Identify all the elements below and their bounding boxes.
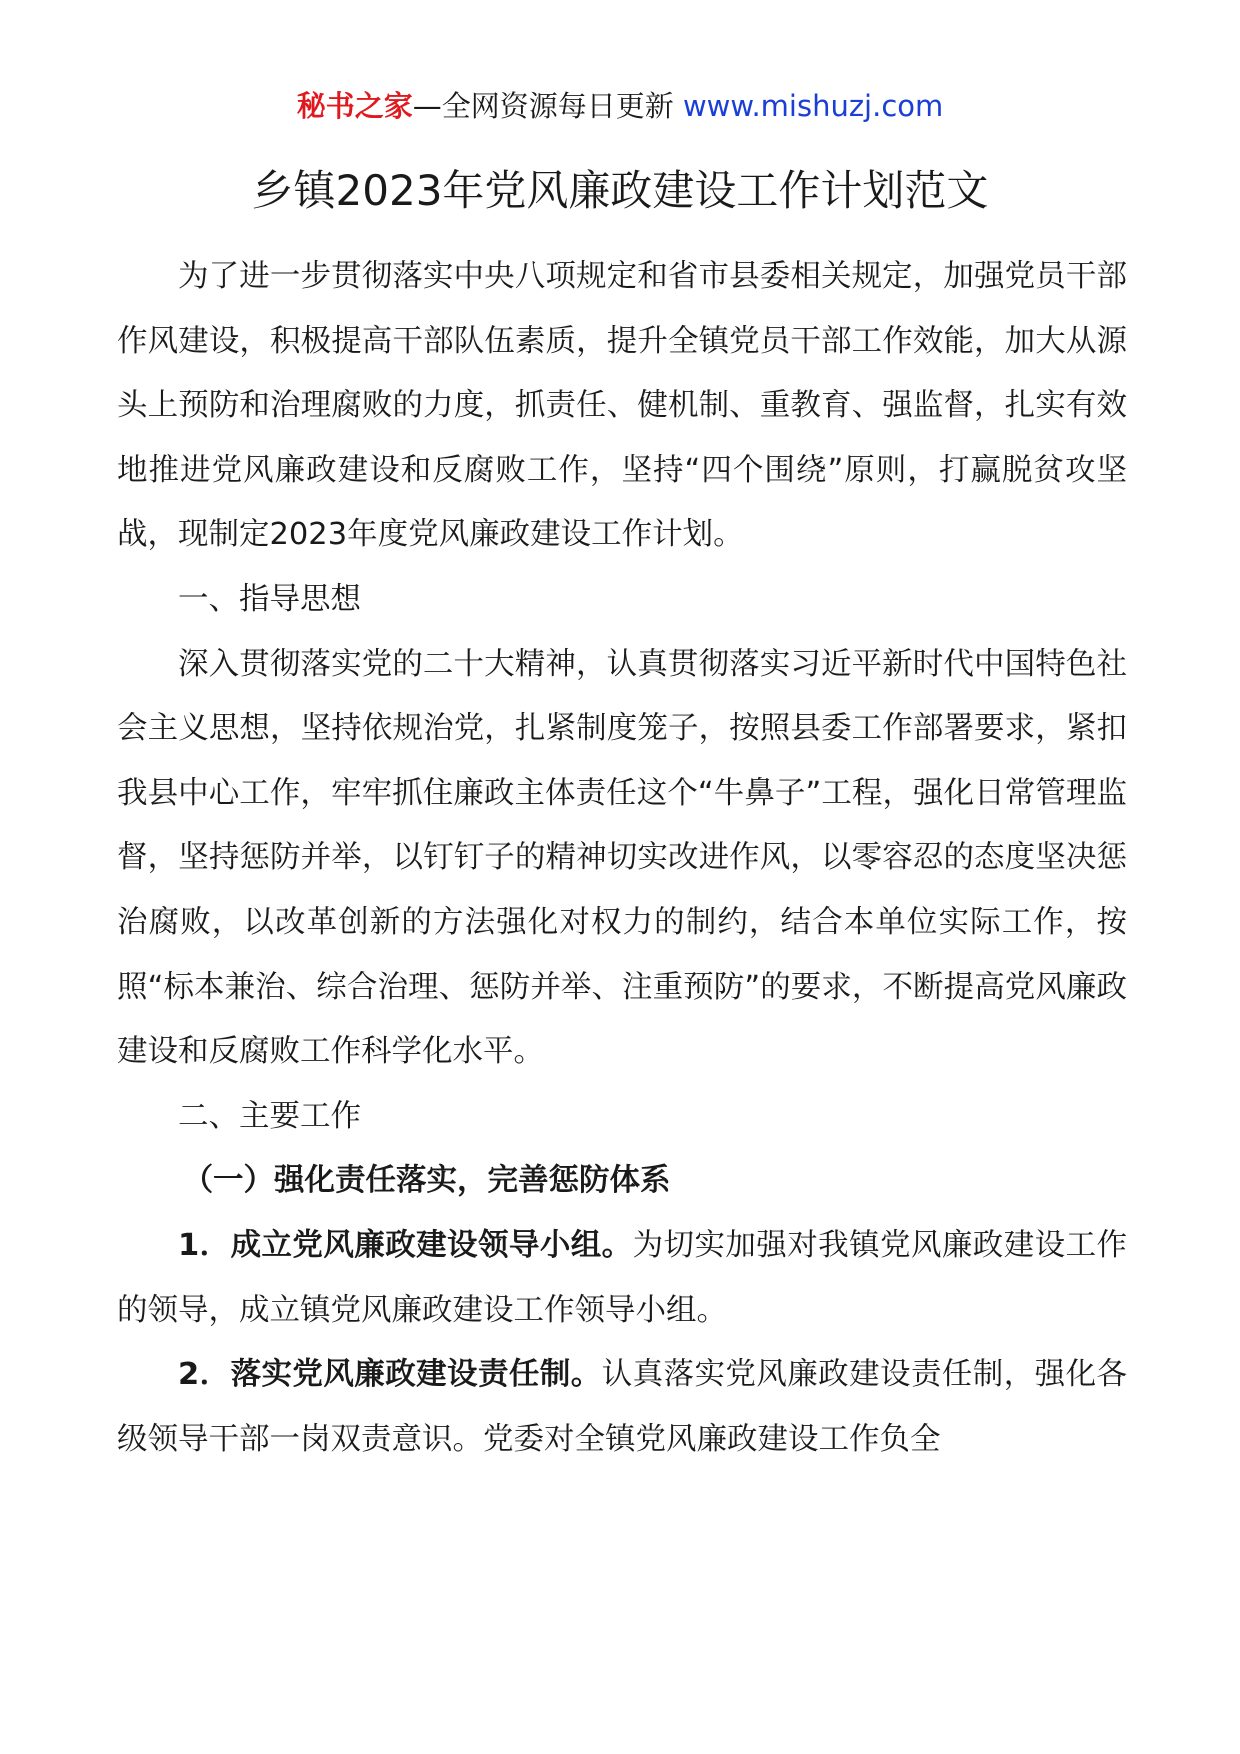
list-item [117,1214,1127,1343]
document-body [117,245,1127,1472]
list-item-lead: 2．落实党风廉政建设责任制。 [178,1357,602,1393]
site-tagline: —全网资源每日更新 [412,89,674,123]
document-title: 乡镇2023年党风廉政建设工作计划范文 [251,166,989,215]
list-item-lead: 1．成立党风廉政建设领导小组。 [178,1227,633,1263]
section-heading-guiding-ideology: 一、指导思想 [178,581,361,617]
site-brand: 秘书之家 [296,89,413,123]
subsection-heading-responsibility: （一）强化责任落实，完善惩防体系 [182,1163,671,1199]
intro-paragraph: 为了进一步贯彻落实中央八项规定和省市县委相关规定，加强党员干部作风建设，积极提高干部队伍素质，提升全镇党员干部工作效能，加大从源头上预防和治理腐败的力度，抓责任、健机制、重教育、强监督，扎实有效地推进党风廉政建设和反腐败工作，坚持“四个围绕”原则，打赢脱贫攻坚战，现制定2023年度党风廉政建设工作计划。 [117,259,1127,553]
site-url-link[interactable]: www.mishuzj.com [682,89,944,123]
section-heading-main-work: 二、主要工作 [178,1098,361,1134]
list-item-text: 为切实加强对我镇党风廉政建设工作的领导，成立镇党风廉政建设工作领导小组。 [117,1227,1127,1328]
list-item [117,1343,1127,1472]
list-item-text: 认真落实党风廉政建设责任制，强化各级领导干部一岗双责意识。党委对全镇党风廉政建设工作负全 [117,1357,1127,1457]
site-header [0,86,1240,126]
guiding-ideology-paragraph: 深入贯彻落实党的二十大精神，认真贯彻落实习近平新时代中国特色社会主义思想，坚持依规治党，扎紧制度笼子，按照县委工作部署要求，紧扣我县中心工作，牢牢抓住廉政主体责任这个“牛鼻子”工程，强化日常管理监督，坚持惩防并举，以钉钉子的精神切实改进作风，以零容忍的态度坚决惩治腐败，以改革创新的方法强化对权力的制约，结合本单位实际工作，按照“标本兼治、综合治理、惩防并举、注重预防”的要求，不断提高党风廉政建设和反腐败工作科学化水平。 [117,646,1127,1070]
